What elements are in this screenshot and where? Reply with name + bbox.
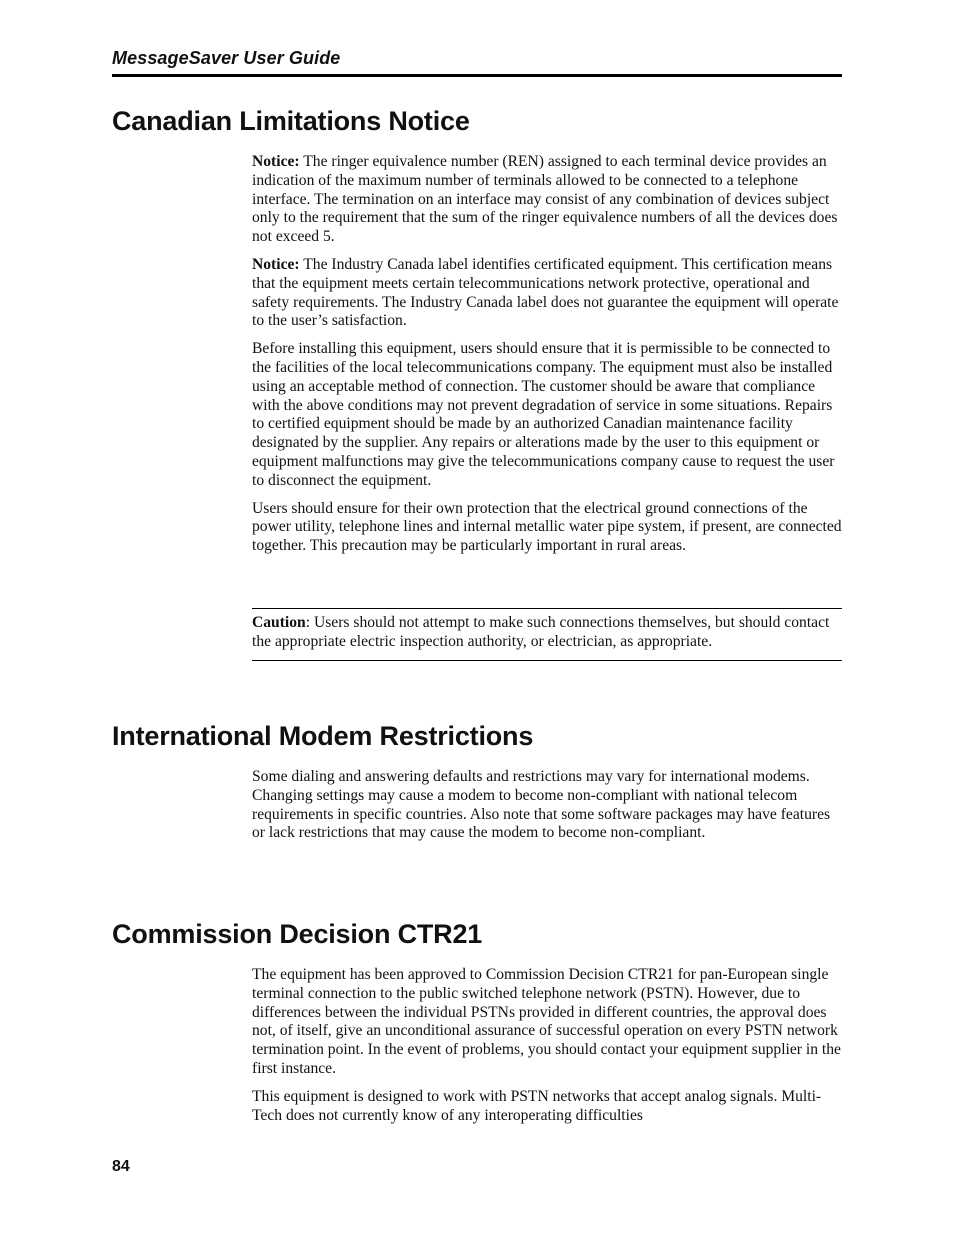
caution-box	[252, 608, 842, 661]
notice-paragraph-ren	[252, 153, 842, 247]
notice-text: The ringer equivalence number (REN) assigned to each terminal device provides an indication of the maximum number of terminals allowed to be connected to a telephone interface. The termination on an interface may consist of any combination of devices subject only to the requirement that the sum of the ringer equivalence numbers of all the devices does not exceed 5.	[252, 153, 838, 246]
body-paragraph-pstn-analog: This equipment is designed to work with PSTN networks that accept analog signals. Multi-Tech does not currently know of any interoperating difficulties	[252, 1087, 822, 1124]
body-paragraph-ground-connections: Users should ensure for their own protection that the electrical ground connections of the power utility, telephone lines and internal metallic water pipe system, if present, are connected together. This precaution may be particularly important in rural areas.	[252, 499, 842, 555]
page-number: 84	[112, 1158, 130, 1175]
notice-text: The Industry Canada label identifies certificated equipment. This certification means that the equipment meets certain telecommunications network protective, operational and safety requirements. The Industry Canada label does not guarantee the equipment will operate to the user’s satisfaction.	[252, 255, 839, 330]
section-body-ctr21	[252, 966, 842, 1134]
section-body-international-modem	[252, 768, 842, 852]
section-body-canadian-limitations	[252, 153, 842, 565]
caution-label: Caution	[252, 614, 306, 631]
notice-paragraph-industry-canada	[252, 256, 842, 331]
caution-paragraph	[252, 614, 842, 652]
section-heading-canadian-limitations: Canadian Limitations Notice	[112, 106, 470, 136]
section-heading-international-modem: International Modem Restrictions	[112, 721, 534, 751]
body-paragraph-installation: Before installing this equipment, users should ensure that it is permissible to be connected to the facilities of the local telecommunications company. The equipment must also be installed using an acceptable method of connection. The customer should be aware that compliance with the above conditions may not prevent degradation of service in some situations. Repairs to certified equipment should be made by an authorized Canadian maintenance facility designated by the supplier. Any repairs or alterations made by the user to this equipment or equipment malfunctions may give the telecommunications company cause to request the user to disconnect the equipment.	[252, 340, 835, 489]
notice-label: Notice:	[252, 153, 300, 170]
body-paragraph-ctr21-approval: The equipment has been approved to Commission Decision CTR21 for pan-European single terminal connection to the public switched telephone network (PSTN). However, due to differences between the individual PSTNs provided in different countries, the approval does not, of itself, give an unconditional assurance of successful operation on every PSTN network termination point. In the event of problems, you should contact your equipment supplier in the first instance.	[252, 966, 841, 1077]
header-rule	[112, 74, 842, 77]
section-heading-ctr21: Commission Decision CTR21	[112, 919, 483, 949]
running-header: MessageSaver User Guide	[112, 48, 341, 68]
caution-text: : Users should not attempt to make such connections themselves, but should contact the appropriate electric inspection authority, or electrician, as appropriate.	[252, 614, 830, 650]
body-paragraph-modem-restrictions: Some dialing and answering defaults and restrictions may vary for international modems. Changing settings may cause a modem to become non-compliant with national telecom requirements in specific countries. Also note that some software packages may have features or lack restrictions that may cause the modem to become non-compliant.	[252, 768, 831, 842]
notice-label: Notice:	[252, 255, 300, 273]
